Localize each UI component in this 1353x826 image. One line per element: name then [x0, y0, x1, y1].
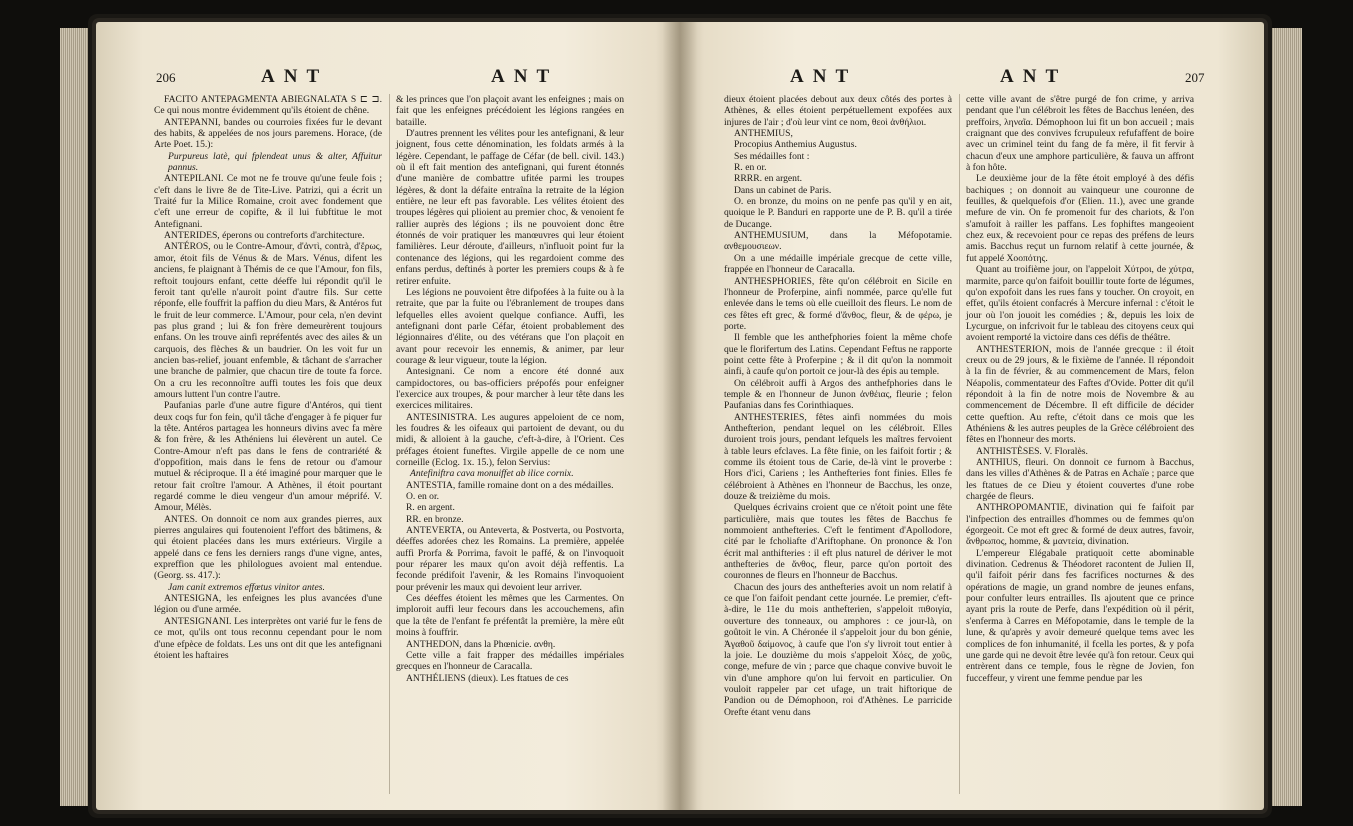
paragraph: Les légions ne pouvoient être difpofées à la fuite ou à la retraite, que par la fuite ou l'ébranlement de troupes dans lefquelles elles avoient quelque confiance. Auffi, les antefignani dont parle Céfar, étoient probablement des légionnaires d'élite, ou des vétérans que l'on plaçoit en avant pour recevoir les ennemis, & animer, par leur courage & leur vigueur, toute la légion. [396, 286, 624, 366]
paragraph: Ces déeffes étoient les mêmes que les Carmentes. On imploroit auffi leur fecours dans les accouchemens, afin que la tête de l'enfant fe préfentât la première, la mère eût moins à fouffrir. [396, 593, 624, 639]
paragraph: O. en bronze, du moins on ne penfe pas qu'il y en ait, quoique le P. Banduri en rapporte une de P. B. qu'il a tirée de Ducange. [724, 196, 952, 230]
paragraph: ANTERIDES, éperons ou contreforts d'architecture. [164, 230, 365, 242]
paragraph: Paufanias parle d'une autre figure d'Antéros, qui tient deux coqs fur fon fein, qu'il tâche d'engager à fe piquer fur la tête. Antéros partagea les honneurs divins avec fa mère & fon frère, & les Athéniens lui élevèrent un autel. Ce Contre-Amour n'eft pas dans le fens de contrariété & d'oppofition, mais dans le fens de retour ou d'amour mutuel & réciproque. Il a été imaginé pour marquer que le retour fait croître l'amour. A Athènes, il étoit pourtant regardé comme le dieu vengeur d'un amour méprifé. V. Amour, Mélès. [154, 400, 382, 514]
paragraph: Ses médailles font : [734, 150, 810, 162]
paragraph: O. en or. [406, 491, 440, 503]
paragraph: ANTHESPHORIES, fête qu'on célébroit en Sicile en l'honneur de Proferpine, ainfi nommée, parce qu'elle fut enlevée dans le tems où elle cueilloit des fleurs. Le nom de ces fêtes eft grec, & formé d'ἄνθος, fleur, & de φέρω, je porte. [724, 275, 952, 332]
paragraph: ANTHROPOMANTIE, divination qui fe faifoit par l'infpection des entrailles d'hommes ou de femmes qu'on égorgeoit. Ce mot eft grec & formé de deux autres, favoir, ἄνθρωπος, homme, & μαντεία, divination. [966, 502, 1194, 548]
right-page-edges [1264, 28, 1302, 806]
paragraph: Procopius Anthemius Augustus. [734, 139, 857, 151]
text-column-3 [724, 94, 952, 718]
paragraph: ANTHEMIUS, [734, 128, 793, 140]
gutter-shadow [656, 22, 704, 810]
paragraph: ANTHESTERIES, fêtes ainfi nommées du mois Anthefterion, pendant lequel on les célébroit. Elles duroient trois jours, pendant lefquels les maîtres fervoient à table leurs efclaves. La fête finie, on les faifoit fortir ; & comme ils étoient tous de Carie, de-là vint le proverbe : Hors d'ici, Cariens ; les Anthefteries font finies. Elles fe célébroient à Athènes en l'honneur de Bacchus, les onze, douze & treizième du mois. [724, 411, 952, 503]
paragraph: Il femble que les anthefphories foient la même chofe que le florifertum des Latins. Cependant Feftus ne rapporte point cette fête à Proferpine ; & il dit qu'on la nommoit ainfi, à caufe qu'on portoit ce jour-là des épis au temple. [724, 332, 952, 378]
paragraph: Antefiniftra cava monuiffet ab ilice cornix. [410, 468, 574, 480]
running-head: ANT [1000, 66, 1068, 87]
text-column-1 [154, 94, 382, 661]
paragraph: Jam canit extremos effœtus vinitor antes. [168, 581, 325, 593]
paragraph: FACITO ANTEPAGMENTA ABIEGNALATA S ⊏ ⊐. Ce qui nous montre évidemment qu'ils étoient de chêne. [154, 94, 382, 117]
paragraph: dieux étoient placées debout aux deux côtés des portes à Athènes, & elles étoient perpétuellement expofées aux injures de l'air ; d'où leur vint ce nom, θεοὶ ἀνθήλιοι. [724, 94, 952, 128]
paragraph: ANTHEDON, dans la Phœnicie. ανθη. [406, 638, 556, 650]
paragraph: On célébroit auffi à Argos des anthefphories dans le temple & en l'honneur de Junon ἀνθέιας, fleurie ; felon Paufanias dans fes Corinthiaques. [724, 377, 952, 412]
paragraph: ANTHESTERION, mois de l'année grecque : il étoit creux ou de 29 jours, & le fixième de l'année. Il répondoit à la fin de février, & au commencement de Mars, felon Néapolis, commentateur des Faftes d'Ovide. Potter dit qu'il répondoit à la fin de notre mois de Novembre & au commencement de Décembre. Il eft difficile de décider cette queftion. Au refte, c'étoit dans ce mois que les Athéniens & les autres peuples de la Grèce célébroient des fêtes en l'honneur des morts. [966, 343, 1194, 446]
left-page [96, 22, 680, 810]
running-head: ANT [261, 66, 329, 87]
text-column-4 [966, 94, 1194, 684]
paragraph: Le deuxième jour de la fête étoit employé à des défis bachiques ; on donnoit au vainqueur une couronne de feuilles, & quelquefois d'or (Elien. 11.), avec une grande mefure de vin. On fe promenoit fur des chariots, & l'on s'amufoit à railler les paffans. Les fophiftes mangeoient chez eux, & recevoient pour ce repas des préfens de leurs amis. Bacchus reçut un furnom relatif à cette journée, & fut appelé Χοοπότης. [966, 173, 1194, 264]
paragraph: ANTHIUS, fleuri. On donnoit ce furnom à Bacchus, dans les villes d'Athènes & de Patras en Achaïe ; parce que les ftatues de ce Dieu y étoient couvertes d'une robe chargée de fleurs. [966, 457, 1194, 503]
paragraph: ANTÉROS, ou le Contre-Amour, d'ἀντὶ, contrà, d'ἔρως, amor, étoit fils de Vénus & de Mars. Vénus, difent les anciens, fe plaignant à Thémis de ce que l'Amour, fon fils, reftoit toujours enfant, cette déeffe lui répondit qu'il le feroit tant qu'elle n'auroit point d'autre fils. Sur cette réponfe, elle fouffrit la paffion du dieu Mars, & Antéros fut le fruit de leur commerce. L'Amour, pour cela, n'en devint pas plus grand ; lui & fon frère demeurèrent toujours enfans. On les trouve ainfi repréfentés avec des ailes & un carquois, des flèches & un baudrier. On les voit fur un ancien bas-relief, jouant enfemble, & tâchant de s'arracher une branche de palmier, que chacun tire de toute fa force. On a cru les reconnoître auffi toutes les fois que deux amours luttent l'un contre l'autre. [154, 241, 382, 400]
right-page [680, 22, 1264, 810]
paragraph: Antesignani. Ce nom a encore été donné aux campidoctores, ou bas-officiers prépofés pour enfeigner l'exercice aux troupes, & pour marcher à leur tête dans les exercices militaires. [396, 366, 624, 412]
paragraph: ANTEPILANI. Ce mot ne fe trouve qu'une feule fois ; c'eft dans le livre 8e de Tite-Live. Patrizi, qui a écrit un Traité fur la Milice Romaine, croit avec fondement que c'eft une erreur de copifte, & il lui fubftitue le mot Antefignani. [154, 173, 382, 230]
paragraph: R. en argent. [406, 502, 455, 514]
paragraph: ANTESINISTRA. Les augures appeloient de ce nom, les foudres & les oifeaux qui partoient de devant, ou du midi, & alloient à la gauche, c'eft-à-dire, à l'Orient. Ces préfages étoient funeftes. Virgile appelle de ce nom une corneille (Eclog. 1x. 15.), felon Servius: [396, 411, 624, 468]
paragraph: ANTESIGNANI. Les interprètes ont varié fur le fens de ce mot, qu'ils ont tous reconnu cependant pour le nom d'une efpèce de foldats. Les uns ont dit que les antefignani étoient les haftaires [154, 615, 382, 661]
paragraph: Purpureus latè, qui fplendeat unus & alter, Affuitur pannus. [168, 150, 382, 174]
paragraph: ANTEPANNI, bandes ou courroies fixées fur le devant des habits, & appelées de nos jours paremens. Horace, (de Arte Poet. 15.): [154, 116, 382, 151]
paragraph: Dans un cabinet de Paris. [734, 184, 832, 196]
paragraph: & les princes que l'on plaçoit avant les enfeignes ; mais on fait que les enfeignes précédoient les légions rangées en bataille. [396, 94, 624, 128]
running-head: ANT [491, 66, 559, 87]
book-spread [96, 22, 1264, 810]
paragraph: ANTEVERTA, ou Anteverta, & Postverta, ou Postvorta, déeffes adorées chez les Romains. La première, appelée auffi Prorfa & Porrima, favoit le paffé, & on l'invoquoit pour réparer les maux qu'on avoit déjà reffentis. La feconde prédifoit l'avenir, & les Romains l'invoquoient pour prévenir les maux qui devoient leur arriver. [396, 525, 624, 593]
page-number: 207 [1185, 70, 1205, 85]
paragraph: Quant au troifième jour, on l'appeloit Χύτροι, de χύτρα, marmite, parce qu'on faifoit bouillir toute forte de légumes, qu'on expofoit dans les rues fans y toucher. On croyoit, en effet, qu'ils étoient confacrés à Mercure infernal : c'étoit le jour où l'on jouoit les comédies ; &, depuis les loix de Lycurgue, on infcrivoit fur le tableau des citoyens ceux qui avoient remporté la victoire dans ces défis de théâtre. [966, 264, 1194, 344]
paragraph: Chacun des jours des anthefteries avoit un nom relatif à ce que l'on faifoit pendant cette journée. Le premier, c'eft-à-dire, le 11e du mois anthefterien, s'appeloit πιθοιγία, ouverture des tonneaux, ou amphores : ce jour-là, on goûtoit le vin. A Chéronée il s'appeloit jour du bon génie, Ἀγαθοῦ δαίμονος, à caufe que l'on s'y livroit tout entier à la joie. Le douzième du mois s'appeloit Χόες, de χοῦς, conge, mefure de vin ; parce que chaque convive buvoit le vin d'une amphore qu'on lui fervoit en particulier. On vouloit rappeler par cet ufage, un trait hiftorique de Pandion ou de Démophoon, roi d'Athènes. Le parricide Orefte étant venu dans [724, 581, 952, 718]
paragraph: RRRR. en argent. [734, 173, 803, 185]
paragraph: ANTHEMUSIUM, dans la Méfopotamie. ανθεμουσιεων. [724, 230, 952, 253]
paragraph: On a une médaille impériale grecque de cette ville, frappée en l'honneur de Caracalla. [724, 252, 952, 276]
paragraph: ANTHISTÈSES. V. Floralès. [976, 445, 1088, 457]
paragraph: RR. en bronze. [406, 513, 464, 525]
paragraph: D'autres prennent les vélites pour les antefignani, & leur joignent, fous cette dénomination, les foldats armés à la légère. Cependant, le paffage de Céfar (de bell. civil. 143.) où il eft fait mention des antefignani, qui furent étonnés d'une manière de combattre ufitée parmi les troupes légères, & dont la défaite entraîna la retraite de la légion entière, ne leur eft pas favorable. Les vélites étoient des troupes légères qui plioient au premier choc, & venoient fe rallier auprès des légions ; ils ne pouvoient donc être étonnés de voir pratiquer les manœuvres qui leur étoient familières. Leur déroute, d'ailleurs, n'influoit point fur la contenance des légions, qui les regardoient comme des enfans perdus, deftinés à porter les premiers coups & à fe retirer enfuite. [396, 128, 624, 287]
paragraph: L'empereur Elégabale pratiquoit cette abominable divination. Cedrenus & Théodoret racontent de Julien II, qu'il faifoit périr dans fes facrifices nocturnes & des opérations de magie, un grand nombre de jeunes enfans, pour confulter leurs entrailles. Ils ajoutent que ce prince ayant pris la route de Perfe, dans l'expédition où il périt, s'enferma à Carres en Méfopotamie, dans le temple de la lune, & qu'après y avoir demeuré quelque tems avec les complices de fon inhumanité, il fcella les portes, & y pofa une garde qui ne devoit être levée qu'à fon retour. Ceux qui entrèrent dans ce temple, fous le règne de Jovien, fon fucceffeur, y virent une femme pendue par les [966, 547, 1194, 684]
paragraph: Cette ville a fait frapper des médailles impériales grecques en l'honneur de Caracalla. [396, 649, 624, 673]
paragraph: ANTESIGNA, les enfeignes les plus avancées d'une légion ou d'une armée. [154, 593, 382, 616]
text-column-2 [396, 94, 624, 684]
running-head: ANT [790, 66, 858, 87]
paragraph: ANTHÉLIENS (dieux). Les ftatues de ces [406, 672, 569, 684]
left-page-edges [60, 28, 96, 806]
paragraph: ANTES. On donnoit ce nom aux grandes pierres, aux pierres angulaires qui foutenoient l'effort des bâtimens, & qui étoient placées dans les murs extérieurs. Virgile a appelé dans ce fens les derniers rangs d'une vigne, antes, expreffion que les philologues avoient mal entendue. (Georg. ss. 417.): [154, 513, 382, 582]
page-number: 206 [156, 70, 176, 85]
paragraph: cette ville avant de s'être purgé de fon crime, y arriva pendant que l'un célébroit les fêtes de Bacchus lenéen, des preffoirs, ληναῖα. Démophoon lui fit un bon accueil ; mais craignant que des convives fcrupuleux refufaffent de boire avec un criminel teint du fang de fa mère, il fit fervir à chacun d'eux une amphore particulière, & fauva un affront à fon hôte. [966, 94, 1194, 174]
paragraph: R. en or. [734, 162, 767, 174]
column-rule [389, 94, 390, 794]
column-rule [959, 94, 960, 794]
paragraph: Quelques écrivains croient que ce n'étoit point une fête particulière, mais que toutes les fêtes de Bacchus fe nommoient anthefteries. C'eft le fentiment d'Apollodore, cité par le fcholiafte d'Ariftophane. On prononce & l'on écrit mal anthifteries : il eft plus naturel de dériver le mot anthefteries de ἄνθος, fleur, parce qu'on portoit des couronnes de fleurs en l'honneur de Bacchus. [724, 502, 952, 582]
paragraph: ANTESTIA, famille romaine dont on a des médailles. [406, 479, 614, 491]
